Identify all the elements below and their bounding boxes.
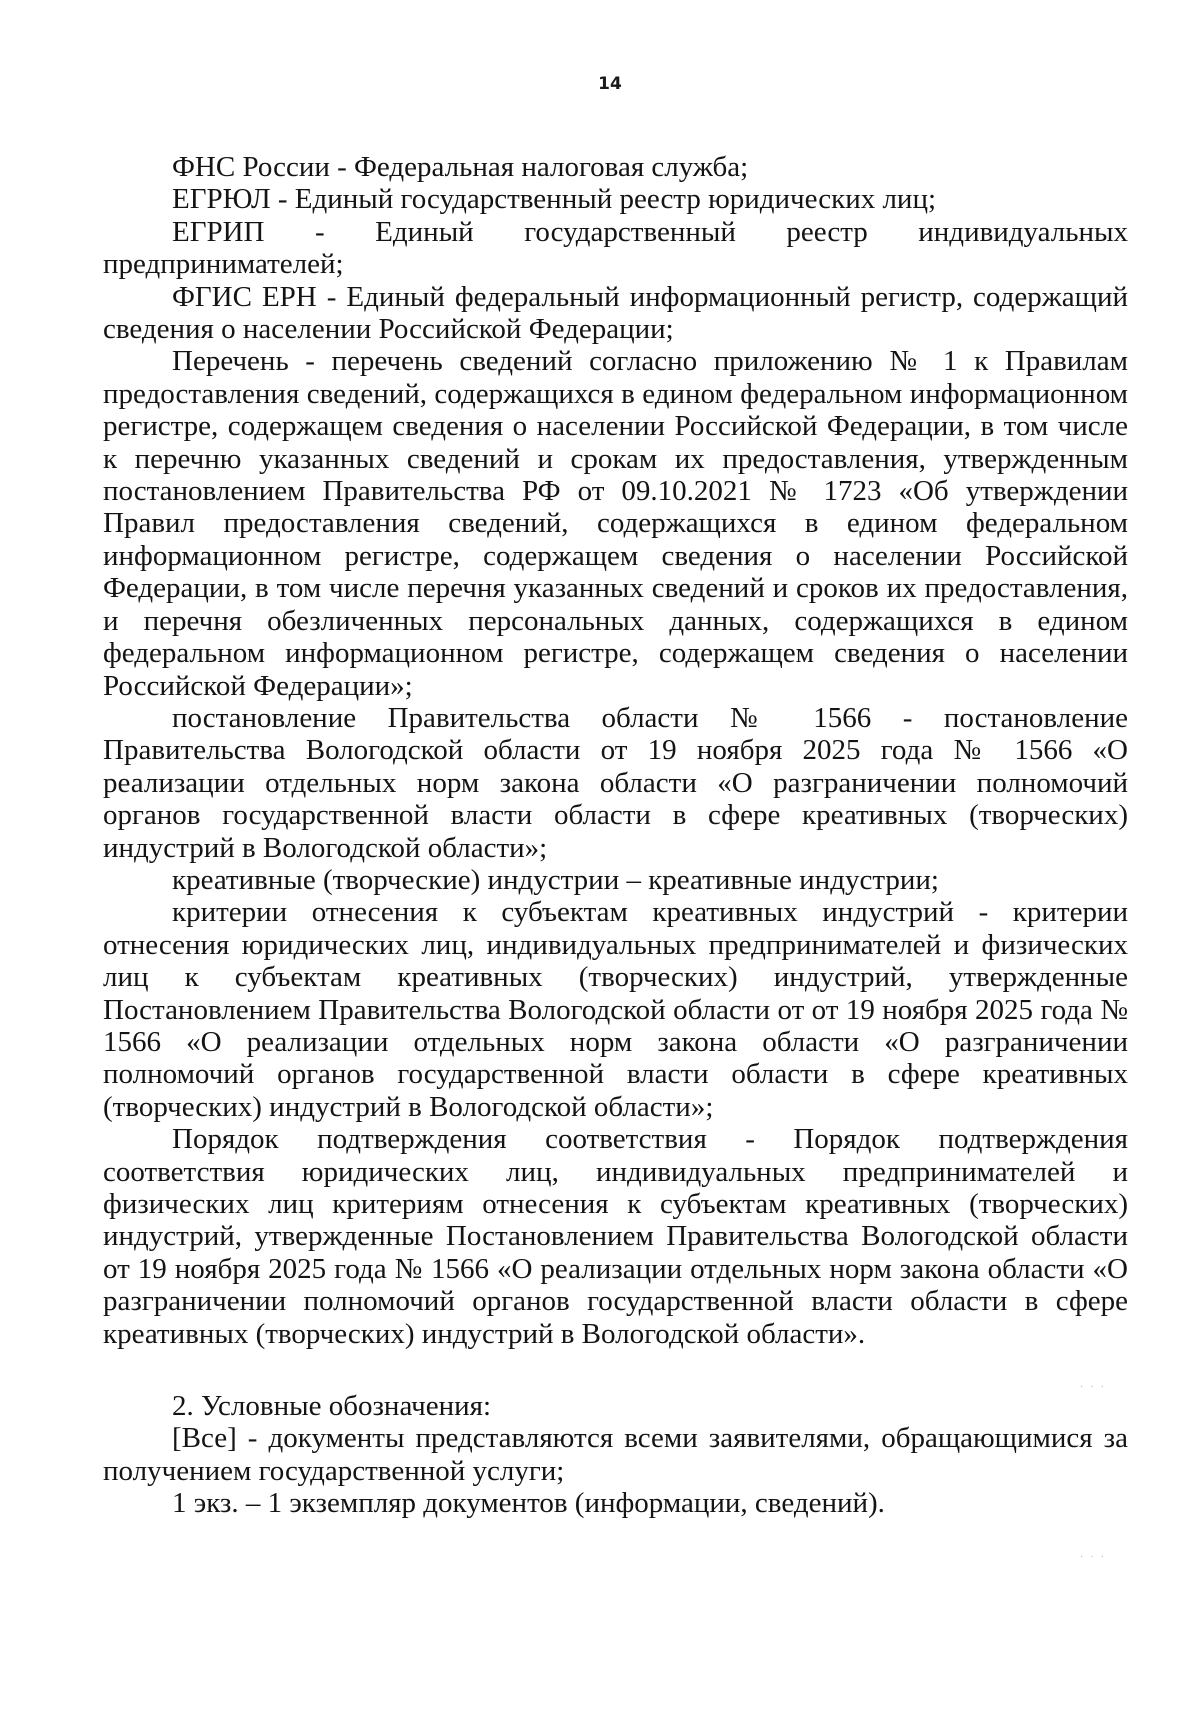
notation-item-copy: 1 экз. – 1 экземпляр документов (информации, сведений).: [172, 1487, 885, 1520]
definition-egrul: ЕГРЮЛ - Единый государственный реестр юридических лиц;: [172, 183, 937, 216]
notation-heading: 2. Условные обозначения:: [172, 1390, 492, 1423]
definition-postanovlenie-1566: постановление Правительства области № 1566 - постановление Правительства Вологодской области от 19 ноября 2025 года № 1566 «О реализации отдельных норм закона области «О разграничении полномочий органов государственной власти области в сфере креативных (творческих) индустрий в Вологодской области»;: [103, 701, 1128, 864]
definition-fns: ФНС России - Федеральная налоговая служба;: [172, 151, 749, 183]
definition-poryadok-podtverzhdeniya: Порядок подтверждения соответствия - Порядок подтверждения соответствия юридических лиц, индивидуальных предпринимателей и физических лиц критериям отнесения к субъектам креативных (творческих) индустрий, утвержденные Постановлением Правительства Вологодской области от 19 ноября 2025 года № 1566 «О реализации отдельных норм закона области «О разграничении полномочий органов государственной власти области в сфере креативных (творческих) индустрий в Вологодской области».: [103, 1123, 1128, 1350]
scan-speck: · · ·: [1080, 1382, 1106, 1393]
notation-item-all: [Все] - документы представляются всеми заявителями, обращающимися за получением государственной услуги;: [103, 1422, 1128, 1487]
definition-fgis-ern: ФГИС ЕРН - Единый федеральный информационный регистр, содержащий сведения о населении Российской Федерации;: [103, 280, 1128, 346]
page-number: 14: [598, 74, 622, 94]
definition-egrip: ЕГРИП - Единый государственный реестр индивидуальных предпринимателей;: [103, 215, 1128, 281]
definition-perechen: Перечень - перечень сведений согласно приложению № 1 к Правилам предоставления сведений, содержащихся в едином федеральном информационном регистре, содержащем сведения о населении Российской Федерации, в том числе к перечню указанных сведений и срокам их предоставления, утвержденным постановлением Правительства РФ от 09.10.2021 № 1723 «Об утверждении Правил предоставления сведений, содержащихся в едином федеральном информационном регистре, содержащем сведения о населении Российской Федерации, в том числе перечня указанных сведений и сроков их предоставления, и перечня обезличенных персональных данных, содержащихся в едином федеральном информационном регистре, содержащем сведения о населении Российской Федерации»;: [103, 345, 1128, 702]
document-body: [103, 151, 1128, 1520]
definition-kriterii-otneseniya: критерии отнесения к субъектам креативных индустрий - критерии отнесения юридических лиц, индивидуальных предпринимателей и физических лиц к субъектам креативных (творческих) индустрий, утвержденные Постановлением Правительства Вологодской области от от 19 ноября 2025 года № 1566 «О реализации отдельных норм закона области «О разграничении полномочий органов государственной власти области в сфере креативных (творческих) индустрий в Вологодской области»;: [103, 896, 1128, 1123]
definition-kreativnye-industrii: креативные (творческие) индустрии – креативные индустрии;: [172, 863, 939, 896]
scan-speck: · · ·: [1080, 1552, 1106, 1563]
